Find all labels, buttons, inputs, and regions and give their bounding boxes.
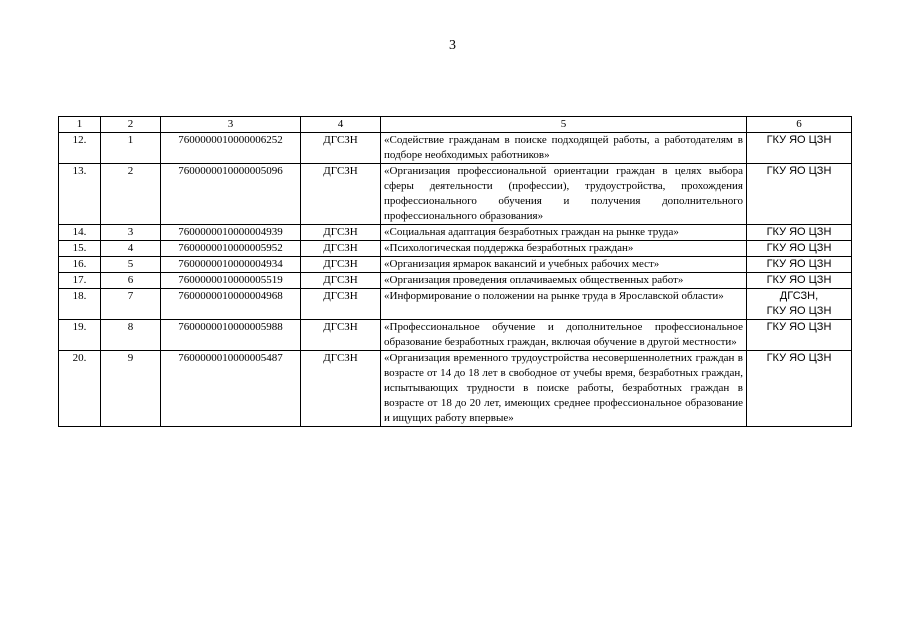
table-row [59, 225, 852, 241]
responsible-authority: ДГСЗН [301, 257, 381, 273]
service-description: «Профессиональное обучение и дополнительное профессиональное образование безработных граждан, включая обучение в другой местности» [381, 320, 747, 351]
table-row [59, 241, 852, 257]
row-number: 20. [59, 351, 101, 427]
responsible-authority: ДГСЗН [301, 273, 381, 289]
responsible-authority: ДГСЗН [301, 133, 381, 164]
responsible-authority: ДГСЗН [301, 164, 381, 225]
service-code: 7600000010000005487 [161, 351, 301, 427]
row-index: 5 [101, 257, 161, 273]
service-code: 7600000010000006252 [161, 133, 301, 164]
service-description: «Социальная адаптация безработных граждан на рынке труда» [381, 225, 747, 241]
services-table [58, 116, 852, 427]
responsible-authority: ДГСЗН [301, 241, 381, 257]
table-row [59, 289, 852, 320]
row-number: 16. [59, 257, 101, 273]
table-row [59, 133, 852, 164]
service-description: «Психологическая поддержка безработных граждан» [381, 241, 747, 257]
service-code: 7600000010000005096 [161, 164, 301, 225]
row-index: 2 [101, 164, 161, 225]
row-index: 1 [101, 133, 161, 164]
service-code: 7600000010000004968 [161, 289, 301, 320]
row-number: 12. [59, 133, 101, 164]
service-description: «Организация проведения оплачиваемых общественных работ» [381, 273, 747, 289]
executor: ГКУ ЯО ЦЗН [747, 164, 852, 225]
table-header-row [59, 117, 852, 133]
table-row [59, 164, 852, 225]
executor: ГКУ ЯО ЦЗН [747, 351, 852, 427]
row-number: 14. [59, 225, 101, 241]
row-index: 9 [101, 351, 161, 427]
executor: ГКУ ЯО ЦЗН [747, 257, 852, 273]
column-header: 3 [161, 117, 301, 133]
service-code: 7600000010000004939 [161, 225, 301, 241]
row-number: 19. [59, 320, 101, 351]
table-row [59, 273, 852, 289]
page-number: 3 [449, 38, 456, 53]
row-number: 17. [59, 273, 101, 289]
executor: ГКУ ЯО ЦЗН [747, 241, 852, 257]
service-description: «Организация профессиональной ориентации граждан в целях выбора сферы деятельности (профессии), трудоустройства, прохождения профессионального обучения и получения дополнительного профессионального образования» [381, 164, 747, 225]
column-header: 1 [59, 117, 101, 133]
column-header: 2 [101, 117, 161, 133]
responsible-authority: ДГСЗН [301, 289, 381, 320]
service-code: 7600000010000005988 [161, 320, 301, 351]
service-description: «Содействие гражданам в поиске подходящей работы, а работодателям в подборе необходимых работников» [381, 133, 747, 164]
column-header: 5 [381, 117, 747, 133]
column-header: 6 [747, 117, 852, 133]
responsible-authority: ДГСЗН [301, 320, 381, 351]
responsible-authority: ДГСЗН [301, 351, 381, 427]
service-code: 7600000010000005952 [161, 241, 301, 257]
executor: ГКУ ЯО ЦЗН [747, 225, 852, 241]
executor: ГКУ ЯО ЦЗН [747, 320, 852, 351]
table-row [59, 351, 852, 427]
row-index: 4 [101, 241, 161, 257]
row-number: 15. [59, 241, 101, 257]
responsible-authority: ДГСЗН [301, 225, 381, 241]
service-description: «Информирование о положении на рынке труда в Ярославской области» [381, 289, 747, 320]
column-header: 4 [301, 117, 381, 133]
table-row [59, 257, 852, 273]
row-index: 6 [101, 273, 161, 289]
service-description: «Организация ярмарок вакансий и учебных рабочих мест» [381, 257, 747, 273]
executor: ДГСЗН, ГКУ ЯО ЦЗН [747, 289, 852, 320]
row-number: 13. [59, 164, 101, 225]
service-code: 7600000010000004934 [161, 257, 301, 273]
service-description: «Организация временного трудоустройства несовершеннолетних граждан в возрасте от 14 до 18 лет в свободное от учебы время, безработных граждан, испытывающих трудности в поиске работы, безработных граждан в возрасте от 18 до 20 лет, имеющих среднее профессиональное образование и ищущих работу впервые» [381, 351, 747, 427]
service-code: 7600000010000005519 [161, 273, 301, 289]
executor: ГКУ ЯО ЦЗН [747, 133, 852, 164]
row-index: 8 [101, 320, 161, 351]
row-index: 3 [101, 225, 161, 241]
table-row [59, 320, 852, 351]
executor: ГКУ ЯО ЦЗН [747, 273, 852, 289]
row-index: 7 [101, 289, 161, 320]
row-number: 18. [59, 289, 101, 320]
